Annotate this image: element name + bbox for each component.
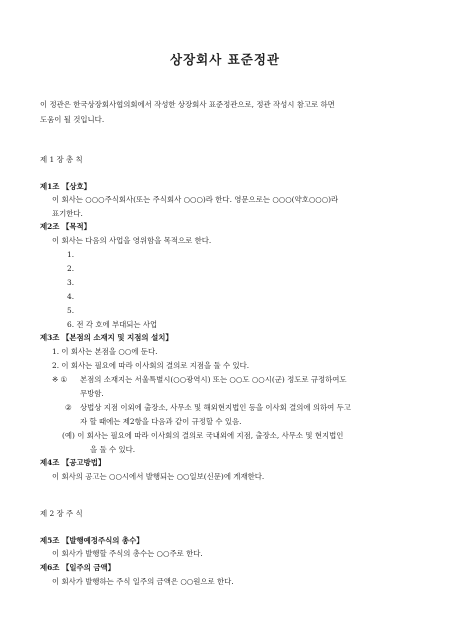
- article-3-para-2: 2. 이 회사는 필요에 따라 이사회의 결의로 지점을 둘 수 있다.: [52, 361, 250, 370]
- chapter-1-heading: 제 1 장 총 칙: [40, 155, 83, 164]
- article-2-item-5: 5.: [67, 306, 75, 315]
- article-3-para-1: 1. 이 회사는 본점을 ○○에 둔다.: [52, 347, 158, 356]
- article-3-example-line-1: (예) 이 회사는 필요에 따라 이사회의 결의로 국내외에 지점, 출장소, 사무소 및 현지법인: [62, 431, 344, 440]
- article-3-note-1-mark: ※ ①: [52, 375, 68, 384]
- article-2-item-6: 6. 전 각 호에 부대되는 사업: [67, 320, 158, 329]
- article-1-line-1: 이 회사는 ○○○주식회사(또는 주식회사 ○○○)라 한다. 영문으로는 ○○○(약호○○○)라: [52, 195, 339, 204]
- article-4-line-1: 이 회사의 공고는 ○○시에서 발행되는 ○○일보(신문)에 게재한다.: [52, 472, 265, 481]
- article-2-heading: 제2조 【목적】: [40, 222, 92, 231]
- article-3-note-2-line-1: 상법상 지점 이외에 출장소, 사무소 및 해외현지법인 등을 이사회 결의에 의하여 두고: [80, 403, 351, 412]
- article-3-note-1-line-1: 본점의 소재지는 서울특별시(○○광역시) 또는 ○○도 ○○시(군) 정도로 규정하여도: [80, 375, 347, 384]
- article-3-example-line-2: 을 둘 수 있다.: [90, 445, 136, 454]
- article-3-note-2-line-2: 자 할 때에는 제2항을 다음과 같이 규정할 수 있음.: [80, 417, 242, 426]
- article-5-line-1: 이 회사가 발행할 주식의 총수는 ○○주로 한다.: [52, 549, 203, 558]
- intro-line-1: 이 정관은 한국상장회사협의회에서 작성한 상장회사 표준정관으로, 정관 작성시 참고로 하면: [40, 100, 335, 109]
- article-2-item-2: 2.: [67, 264, 75, 273]
- article-2-intro: 이 회사는 다음의 사업을 영위함을 목적으로 한다.: [52, 236, 212, 245]
- article-2-item-3: 3.: [67, 278, 75, 287]
- article-6-heading: 제6조 【일주의 금액】: [40, 563, 116, 572]
- article-6-line-1: 이 회사가 발행하는 주식 일주의 금액은 ○○원으로 한다.: [52, 577, 234, 586]
- article-4-heading: 제4조 【공고방법】: [40, 458, 106, 467]
- article-3-heading: 제3조 【본점의 소재지 및 지점의 설치】: [40, 333, 173, 342]
- article-2-item-1: 1.: [67, 250, 75, 259]
- article-3-note-2-mark: ②: [65, 403, 72, 412]
- chapter-2-heading: 제 2 장 주 식: [40, 509, 83, 518]
- article-5-heading: 제5조 【발행예정주식의 총수】: [40, 536, 144, 545]
- article-3-note-1-line-2: 무방함.: [80, 389, 104, 398]
- intro-line-2: 도움이 될 것입니다.: [40, 115, 105, 124]
- article-2-item-4: 4.: [67, 292, 75, 301]
- article-1-line-2: 표기한다.: [52, 209, 83, 218]
- document-title: 상장회사 표준정관: [170, 52, 280, 67]
- article-1-heading: 제1조 【상호】: [40, 182, 92, 191]
